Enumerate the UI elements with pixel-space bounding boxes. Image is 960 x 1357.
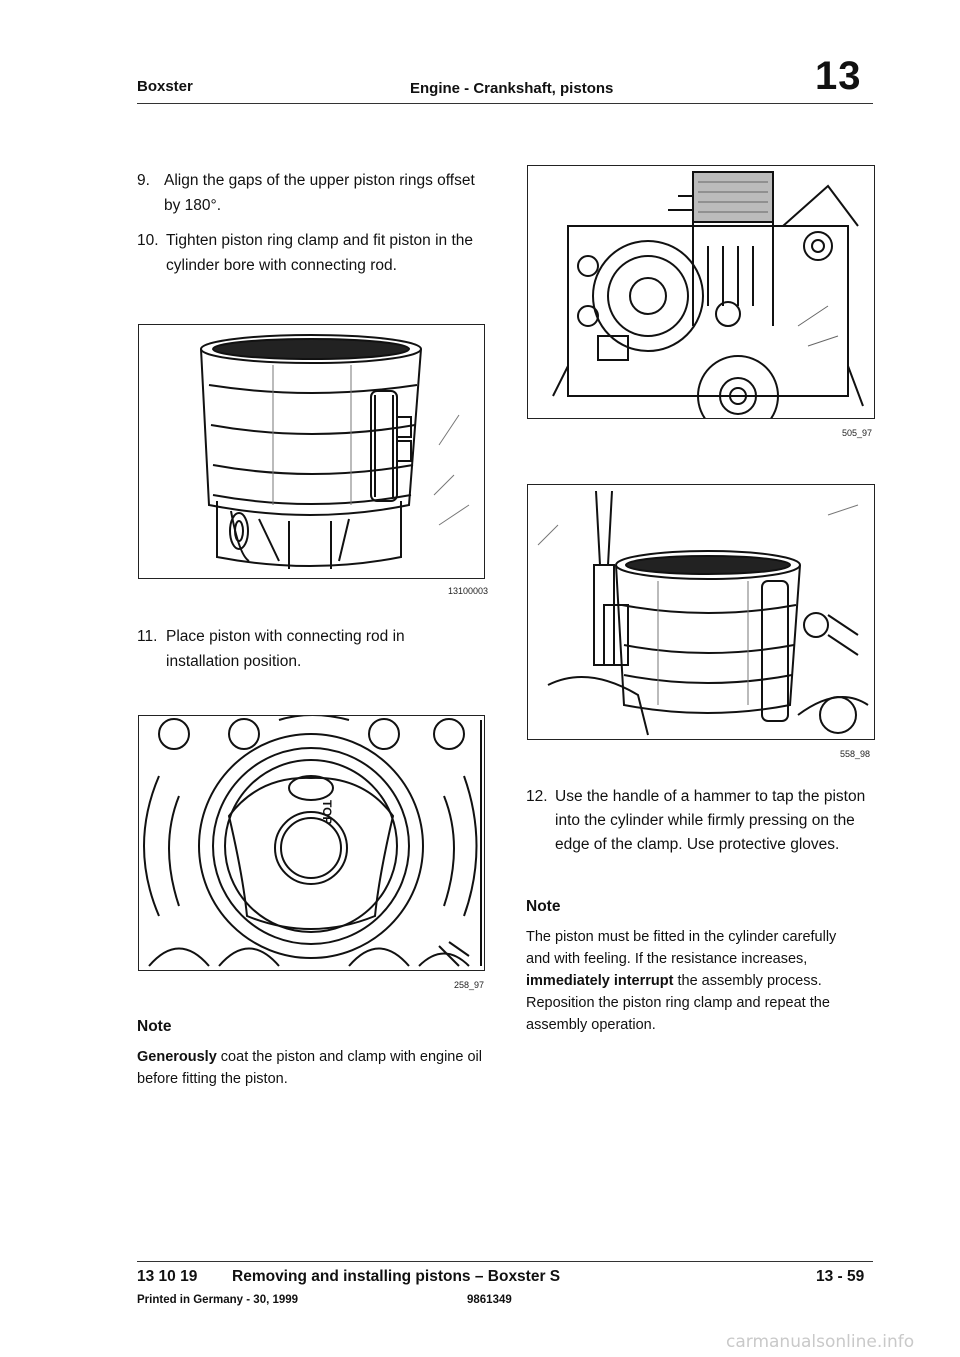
step-12-text: Use the handle of a hammer to tap the piston into the cylinder while firmly pressing on the edge of the clamp. Use protective gloves. [555,788,866,853]
step-12-number: 12. [526,788,548,805]
note-right-body-b: the assembly process. Reposition the piston ring clamp and repeat the assembly operation. [526,973,830,1033]
step-12 [526,785,876,857]
figure-3-id: 505_97 [842,428,873,438]
engine-block-illustration [528,166,874,418]
watermark: carmanualsonline.info [726,1332,915,1352]
header-section-title: Engine - Crankshaft, pistons [410,80,614,97]
note-right-body-a: The piston must be fitted in the cylinder carefully and with feeling. If the resistance increases, [526,929,837,967]
note-right-heading: Note [526,898,561,915]
note-right-bold: immediately interrupt [526,973,674,989]
figure-4-id: 558_98 [840,749,871,759]
header-rule [137,103,873,104]
figure-piston-top-view [138,715,485,971]
note-left-body: coat the piston and clamp with engine oil before fitting the piston. [137,1049,482,1087]
figure-1-id: 13100003 [448,586,489,596]
step-11 [137,624,482,674]
step-10-text: Tighten piston ring clamp and fit piston in the cylinder bore with connecting rod. [166,232,474,274]
figure-piston-ring-clamp [138,324,485,579]
step-10-number: 10. [137,232,159,249]
header-model: Boxster [137,78,193,95]
footer-rule [137,1261,873,1262]
step-9-number: 9. [137,172,150,189]
footer-printed: Printed in Germany - 30, 1999 [137,1294,299,1306]
piston-installation-illustration [528,485,874,739]
header-chapter-number: 13 [815,54,862,98]
note-left-bold: Generously [137,1049,217,1065]
step-10 [137,228,482,278]
figure-engine-block [527,165,875,419]
piston-top-marking: TOP [320,800,334,825]
figure-piston-installation [527,484,875,740]
step-9 [137,168,482,218]
step-11-text: Place piston with connecting rod in installation position. [166,628,405,670]
piston-top-view-illustration [139,716,484,970]
footer-page-number: 13 - 59 [816,1268,865,1285]
note-left-text [137,1046,482,1090]
figure-2-id: 258_97 [454,980,485,990]
footer-section-title: Removing and installing pistons – Boxster S [232,1268,561,1285]
step-11-number: 11. [137,628,158,645]
footer-part-number: 9861349 [467,1294,512,1306]
piston-ring-clamp-illustration [139,325,484,578]
note-right-text [526,926,861,1036]
footer-section-code: 13 10 19 [137,1268,198,1285]
note-left-heading: Note [137,1018,172,1035]
step-9-text: Align the gaps of the upper piston rings offset by 180°. [164,172,475,214]
